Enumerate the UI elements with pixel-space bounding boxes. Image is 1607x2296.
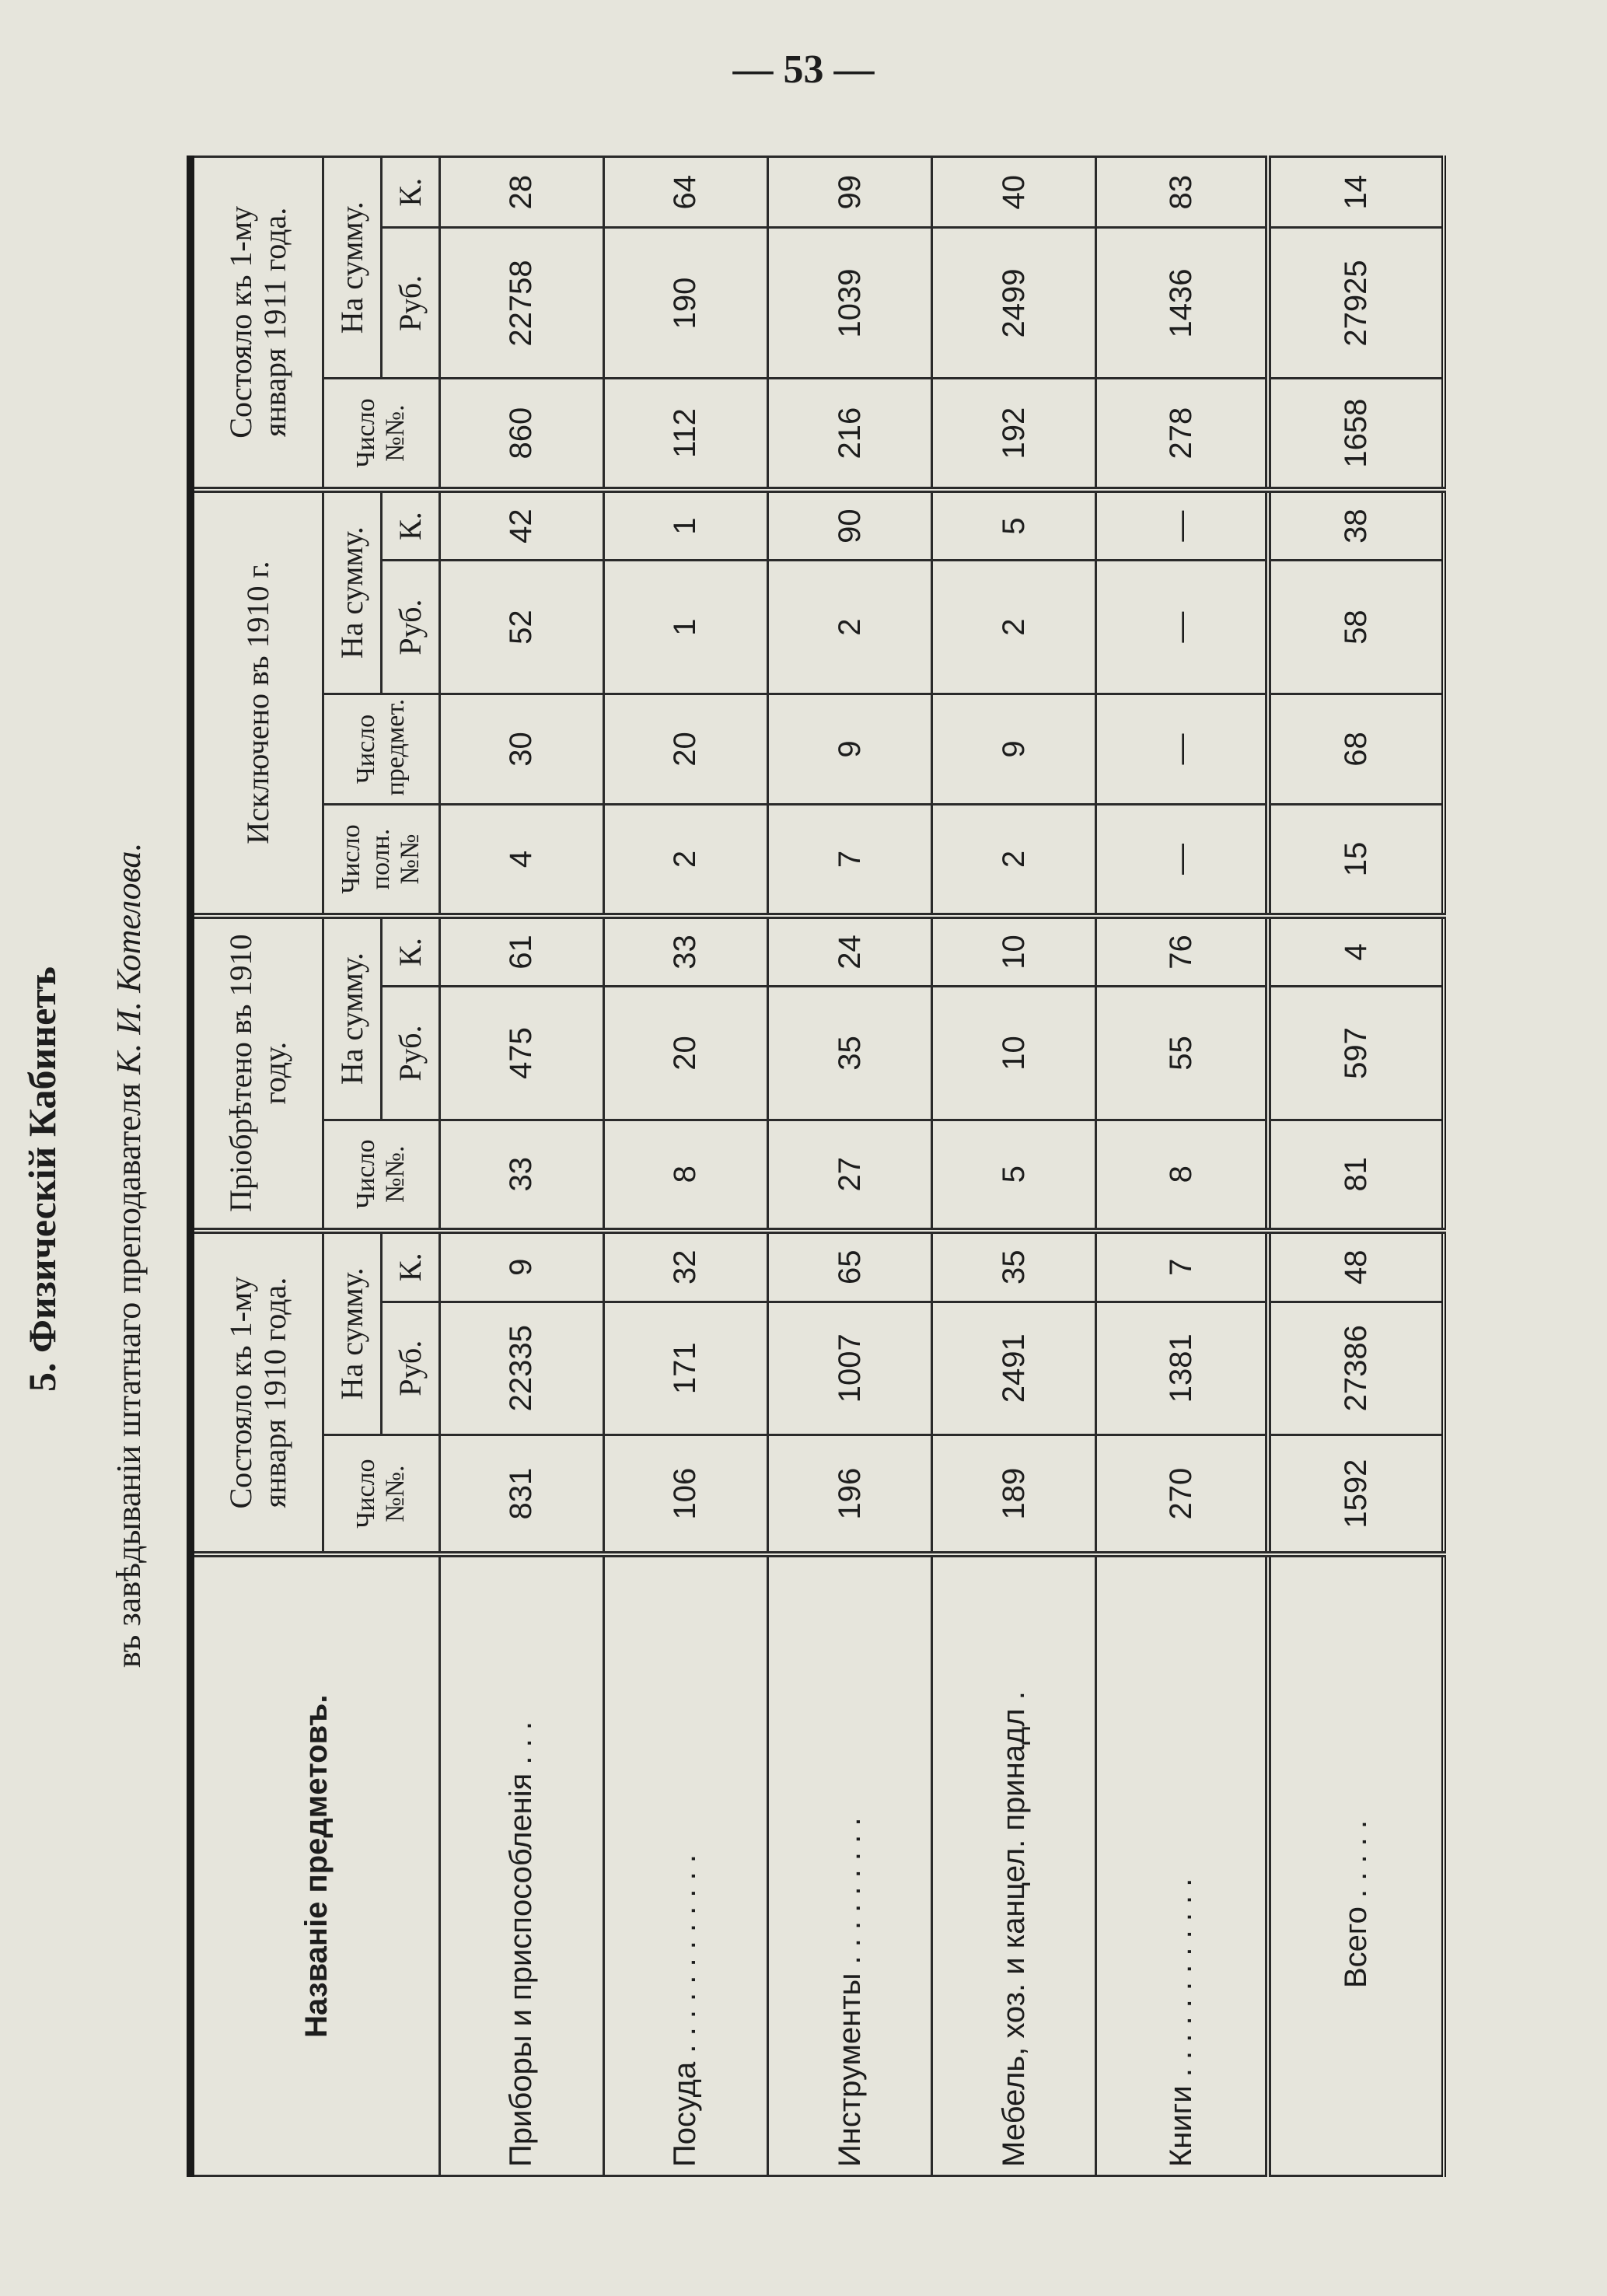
section-title: 5. Физическій Кабинетъ [20, 966, 64, 1392]
section-subtitle [109, 843, 149, 1668]
rub-1910: 1381 [1096, 1302, 1268, 1435]
count-1911: 216 [767, 379, 931, 490]
kop-1911: 28 [439, 157, 603, 228]
rub-1911: 2499 [932, 228, 1096, 379]
item-name: Книги . . . . . . . . . . . . [1096, 1554, 1268, 2175]
excluded-full-count: 15 [1268, 805, 1444, 916]
table-row [932, 157, 1096, 2176]
rub-excluded: — [1096, 561, 1268, 694]
kop-1911: 14 [1268, 157, 1444, 228]
header-sum: На сумму. [323, 157, 381, 379]
rub-acquired: 475 [439, 987, 603, 1120]
kop-1910: 9 [439, 1231, 603, 1302]
page-number: — 53 — [732, 47, 875, 92]
kop-1910: 48 [1268, 1231, 1444, 1302]
kop-acquired: 10 [932, 916, 1096, 987]
header-count-items: Число предмет. [323, 694, 439, 805]
count-1911: 278 [1096, 379, 1268, 490]
inventory-table [187, 156, 1446, 2177]
rub-excluded: 1 [603, 561, 767, 694]
rub-excluded: 2 [932, 561, 1096, 694]
excluded-full-count: — [1096, 805, 1268, 916]
header-state-1911: Состояло къ 1-му января 1911 года. [190, 157, 323, 490]
rub-1911: 190 [603, 228, 767, 379]
table-row [603, 157, 767, 2176]
header-item-name: Названіе предметовъ. [190, 1554, 439, 2175]
count-1911: 860 [439, 379, 603, 490]
excluded-items-count: 9 [932, 694, 1096, 805]
rub-1910: 2491 [932, 1302, 1096, 1435]
rub-1911: 1436 [1096, 228, 1268, 379]
count-1910: 270 [1096, 1435, 1268, 1554]
kop-1911: 64 [603, 157, 767, 228]
count-1911: 112 [603, 379, 767, 490]
rub-excluded: 2 [767, 561, 931, 694]
excluded-items-count: 68 [1268, 694, 1444, 805]
header-count: Число №№. [323, 1435, 439, 1554]
rub-1911: 27925 [1268, 228, 1444, 379]
header-state-1910: Состояло къ 1-му января 1910 года. [190, 1231, 323, 1555]
count-1910: 189 [932, 1435, 1096, 1554]
kop-1910: 7 [1096, 1231, 1268, 1302]
header-kop: К. [381, 490, 439, 561]
kop-1910: 65 [767, 1231, 931, 1302]
kop-excluded: 90 [767, 490, 931, 561]
rub-1911: 22758 [439, 228, 603, 379]
header-count: Число №№. [323, 1120, 439, 1231]
rub-acquired: 10 [932, 987, 1096, 1120]
count-acquired: 81 [1268, 1120, 1444, 1231]
item-name: Приборы и приспособленія . . . [439, 1554, 603, 2175]
inventory-table-wrapper [187, 156, 1446, 2177]
excluded-full-count: 7 [767, 805, 931, 916]
count-1910: 1592 [1268, 1435, 1444, 1554]
header-rub: Руб. [381, 561, 439, 694]
header-excluded-1910: Исключено въ 1910 г. [190, 490, 323, 916]
count-1910: 831 [439, 1435, 603, 1554]
count-1911: 192 [932, 379, 1096, 490]
rub-acquired: 597 [1268, 987, 1444, 1120]
kop-1911: 83 [1096, 157, 1268, 228]
header-acquired-1910: Пріобрѣтено въ 1910 году. [190, 916, 323, 1231]
kop-acquired: 33 [603, 916, 767, 987]
excluded-items-count: 9 [767, 694, 931, 805]
kop-acquired: 4 [1268, 916, 1444, 987]
count-1911: 1658 [1268, 379, 1444, 490]
excluded-items-count: 30 [439, 694, 603, 805]
count-acquired: 27 [767, 1120, 931, 1231]
rub-acquired: 35 [767, 987, 931, 1120]
count-1910: 106 [603, 1435, 767, 1554]
header-rub: Руб. [381, 228, 439, 379]
rub-1910: 1007 [767, 1302, 931, 1435]
header-kop: К. [381, 157, 439, 228]
rub-excluded: 52 [439, 561, 603, 694]
kop-excluded: 1 [603, 490, 767, 561]
kop-excluded: 42 [439, 490, 603, 561]
excluded-full-count: 2 [932, 805, 1096, 916]
count-acquired: 5 [932, 1120, 1096, 1231]
count-acquired: 8 [603, 1120, 767, 1231]
header-kop: К. [381, 916, 439, 987]
kop-acquired: 76 [1096, 916, 1268, 987]
total-label: Всего . . . . . [1268, 1554, 1444, 2175]
kop-excluded: 5 [932, 490, 1096, 561]
rub-1911: 1039 [767, 228, 931, 379]
excluded-items-count: — [1096, 694, 1268, 805]
table-row [439, 157, 603, 2176]
header-sum: На сумму. [323, 916, 381, 1120]
excluded-full-count: 2 [603, 805, 767, 916]
header-kop: К. [381, 1231, 439, 1302]
header-sum: На сумму. [323, 1231, 381, 1435]
excluded-items-count: 20 [603, 694, 767, 805]
kop-excluded: 38 [1268, 490, 1444, 561]
item-name: Мебель, хоз. и канцел. принадл . [932, 1554, 1096, 2175]
rub-acquired: 55 [1096, 987, 1268, 1120]
rub-acquired: 20 [603, 987, 767, 1120]
header-count-full: Число полн. №№ [323, 805, 439, 916]
rub-1910: 171 [603, 1302, 767, 1435]
kop-1911: 40 [932, 157, 1096, 228]
header-count: Число №№. [323, 379, 439, 490]
total-row [1268, 157, 1444, 2176]
table-row [1096, 157, 1268, 2176]
count-1910: 196 [767, 1435, 931, 1554]
rub-excluded: 58 [1268, 561, 1444, 694]
header-sum: На сумму. [323, 490, 381, 694]
rub-1910: 27386 [1268, 1302, 1444, 1435]
kop-acquired: 61 [439, 916, 603, 987]
header-rub: Руб. [381, 1302, 439, 1435]
rub-1910: 22335 [439, 1302, 603, 1435]
item-name: Инструменты . . . . . . . . . [767, 1554, 931, 2175]
subtitle-prefix: въ завѣдываніи штатнаго преподавателя [110, 1082, 148, 1668]
kop-excluded: — [1096, 490, 1268, 561]
kop-1910: 35 [932, 1231, 1096, 1302]
table-row [767, 157, 931, 2176]
kop-1910: 32 [603, 1231, 767, 1302]
kop-acquired: 24 [767, 916, 931, 987]
teacher-name: К. И. Котелова. [110, 842, 148, 1075]
kop-1911: 99 [767, 157, 931, 228]
header-rub: Руб. [381, 987, 439, 1120]
item-name: Посуда . . . . . . . . . . . . [603, 1554, 767, 2175]
count-acquired: 33 [439, 1120, 603, 1231]
count-acquired: 8 [1096, 1120, 1268, 1231]
excluded-full-count: 4 [439, 805, 603, 916]
